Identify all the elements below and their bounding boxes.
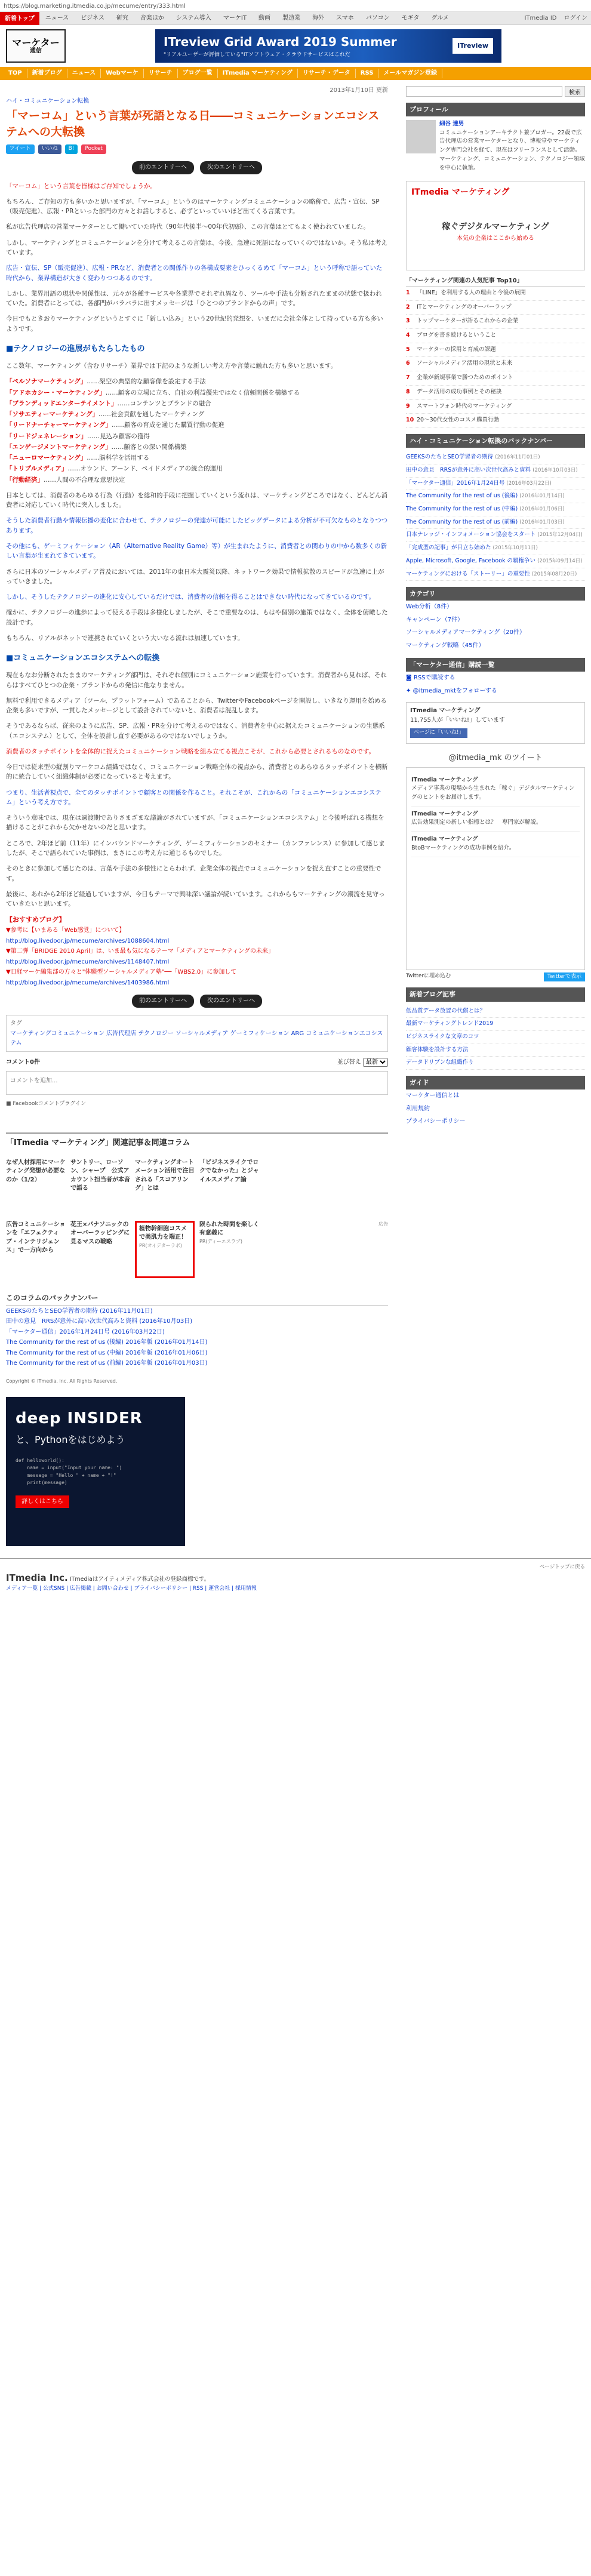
twitter-footer: [406, 972, 585, 982]
category-link[interactable]: マーケティング戦略（45件）: [406, 642, 485, 649]
rank-title: ITとマーケティングのオーバーラップ: [417, 303, 512, 310]
backnumber-link[interactable]: 「マーケター通信」2016年1月24日号 (2016年03月22日): [6, 1328, 165, 1335]
term: 「ペルソナマーケティング」: [6, 378, 87, 386]
backnumber-link[interactable]: The Community for the rest of us (中編) 2016年版 (2016年01月06日): [6, 1349, 208, 1356]
category-navigation: [0, 67, 591, 80]
item-title: The Community for the rest of us (中編): [406, 505, 518, 512]
ad-head: ITmedia マーケティング: [411, 187, 510, 198]
profile-box: [406, 120, 585, 173]
card-title: 植物幹細胞コスメで美肌力を端正！: [139, 1225, 187, 1241]
site-header: [0, 25, 591, 67]
rank-title: 企業が新規事業で勝つためのポイント: [417, 374, 513, 381]
profile-name[interactable]: 細谷 達男: [439, 121, 464, 128]
related-card[interactable]: [6, 1159, 66, 1216]
ranking-list: [406, 287, 585, 428]
list-item: [6, 399, 388, 408]
ranking-item[interactable]: [406, 315, 585, 329]
list-item[interactable]: [406, 478, 585, 491]
copyright: Copyright © ITmedia, Inc. All Rights Reserved.: [6, 1378, 118, 1384]
backnumber-side-list: [406, 451, 585, 581]
site-footer: [0, 1558, 591, 1598]
item-title: GEEKSのたちとSEO学習者の期待: [406, 454, 494, 461]
backnumber-link[interactable]: GEEKSのたちとSEO学習者の期待 (2016年11月01日): [6, 1307, 153, 1315]
list-item[interactable]: [406, 490, 585, 503]
article-paragraph: 「マーコム」という言葉を皆様はご存知でしょうか。: [6, 182, 156, 190]
facebook-icon: ■: [6, 1100, 13, 1107]
list-item[interactable]: [406, 542, 585, 555]
item-date: (2015年10月11日): [492, 545, 538, 552]
article-title: 「マーコム」という言葉が死語となる日――コミュニケーションエコシステムへの大転換: [6, 109, 380, 139]
catnav-item[interactable]: ブログ一覧: [178, 69, 218, 78]
recommended-link[interactable]: http://blog.livedoor.jp/mecume/archives/1148407.html: [6, 958, 170, 965]
article-paragraph: そういう意味では、現在は過渡期でありさまざまな議論がされていますが、「コミュニケーションエコシステム」と今後呼ばれる構想を描けることがこれから欠かせないのだと思います。: [6, 814, 384, 832]
article-paragraph: ところで、2年ほど前（11年）にインバウンドマーケティング、ゲーミフィケーションのセミナー（カンファレンス）に参加して感じましたが、そこで語られていた事例は、まさにこの考え方に通じるものでした。: [6, 839, 385, 857]
fb-like-page-button[interactable]: ページに「いいね!」: [410, 728, 467, 738]
tweet-text: メディア事業の現場から生まれた「稼ぐ」デジタルマーケティングのヒントをお届けします。: [411, 785, 575, 801]
article-paragraph: 消費者のタッチポイントを全体的に捉えたコミュニケーション戦略を組み立てる視点こそが、これから必要とされるものなのです。: [6, 747, 375, 755]
article-paragraph: しかし、そうしたテクノロジーの進化に安心しているだけでは、消費者の信頼を得ることはできない時代になってきているのです。: [6, 593, 375, 601]
sidebar: [406, 86, 585, 1546]
profile-heading: プロフィール: [406, 103, 585, 116]
rank-number: 8: [406, 388, 410, 395]
comment-sort: [337, 1058, 388, 1067]
catnav-item[interactable]: RSS: [356, 69, 379, 78]
term: 「トリプルメディア」: [6, 465, 68, 473]
entry-navigation-bottom: [6, 995, 388, 1008]
fb-likes: 11,755人が「いいね!」しています: [410, 716, 505, 724]
term: 「ブランディッドエンターテイメント」: [6, 399, 118, 407]
list-item[interactable]: データドリブンな組織作り: [406, 1057, 585, 1070]
list-item: [6, 475, 388, 485]
catnav-item[interactable]: TOP: [4, 69, 27, 78]
facebook-like-button[interactable]: いいね: [38, 144, 61, 154]
article-paragraph: そうであるならば、従来のように広告、SP、広報・PRを分けて考えるのではなく、消費者を中心に据えたコミュニケーションの生態系（エコシステム）として、全体を設計し直す必要があるのではないでしょうか。: [6, 722, 385, 740]
tweet-button[interactable]: ツイート: [6, 144, 35, 154]
rank-number: 10: [406, 417, 414, 424]
facebook-page-box: [406, 702, 585, 744]
term: 「リードナーチャーマーケティング」: [6, 421, 112, 429]
list-item[interactable]: [406, 464, 585, 478]
card-title: 「ビジネスライクでロクでなかった」とジャイルスメディア論: [199, 1159, 259, 1183]
topnav-item[interactable]: モギタ: [401, 14, 420, 21]
backnumber-list: [6, 1307, 388, 1368]
twitter-embed-link[interactable]: Twitterに埋め込む: [406, 972, 451, 979]
term-desc: ……コンテンツとブランドの融合: [117, 399, 211, 407]
item-title: マーケティングにおける「ストーリー」の重要性: [406, 570, 530, 577]
topnav-item[interactable]: スマホ: [335, 14, 354, 21]
list-item: [6, 453, 388, 463]
tag-heading: タグ: [10, 1020, 22, 1027]
item-date: (2016年10月03日): [532, 467, 578, 473]
card-title: なぜ人材採用にマーケティング発想が必要なのか（1/2）: [6, 1159, 66, 1183]
login-link[interactable]: ログイン: [564, 14, 587, 21]
twitter-view-button[interactable]: Twitterで表示: [544, 972, 585, 982]
url-bar[interactable]: https://blog.marketing.itmedia.co.jp/mecume/entry/333.html: [0, 0, 591, 12]
item-date: (2016年01月06日): [519, 506, 565, 512]
list-item[interactable]: 最新マーケティングトレンド2019: [406, 1018, 585, 1031]
article-paragraph: その他にも、ゲーミフィケーション（AR（Alternative Reality Game）等）が生まれたように、消費者との関わりの中から数多くの新しい言葉が生まれてきています。: [6, 543, 387, 560]
catnav-item[interactable]: ニュース: [67, 69, 101, 78]
rank-number: 2: [406, 303, 410, 310]
card-source: PR(ディーエスラブ): [199, 1238, 242, 1244]
tweet[interactable]: [411, 832, 580, 857]
twitter-timeline[interactable]: [406, 767, 585, 970]
new-posts-heading: 新着ブログ記事: [406, 987, 585, 1001]
topnav-item[interactable]: ビジネス: [81, 14, 104, 21]
logo-line1: マーケター: [12, 36, 60, 48]
topnav-item[interactable]: グルメ: [431, 14, 449, 21]
item-date: (2016年11月01日): [495, 454, 540, 461]
item-date: (2015年09月14日): [537, 558, 583, 564]
related-card[interactable]: [6, 1221, 66, 1278]
catnav-item[interactable]: メールマガジン登録: [378, 69, 442, 78]
ranking-item[interactable]: [406, 329, 585, 343]
article-paragraph: 広告・宣伝、SP（販売促進）、広報・PRなど、消費者との関係作りの各構成要素をひっくるめて「マーコム」という呼称で語っていた時代から、業界構造が大きく変わりつつあるのです。: [6, 264, 383, 282]
backnumber-side-heading: ハイ・コミュニケーション転換のバックナンバー: [406, 434, 585, 448]
article-paragraph: 日本としては、消費者のあらゆる行為（行動）を総和的手段に把握していくという流れは、マーケティングどころではなく、どんどん消費者に対応していく時代に突入しました。: [6, 491, 388, 509]
category-link[interactable]: ソーシャルメディアマーケティング（20件）: [406, 629, 526, 636]
hatena-bookmark-button[interactable]: B!: [65, 144, 78, 154]
card-title: 広告コミュニケーションを「エフェクティブ・インテリジェンス」で一方向から: [6, 1221, 66, 1254]
tweet-text: BtoBマーケティングの成功事例を紹介。: [411, 844, 515, 851]
page-top-link[interactable]: ページトップに戻る: [539, 1564, 585, 1570]
item-title: Apple, Microsoft, Google, Facebook の覇権争い: [406, 557, 536, 564]
tweet-author: ITmedia マーケティング: [411, 810, 478, 817]
ad-sub: 本気の企業はここから始める: [457, 235, 534, 242]
list-item[interactable]: [406, 555, 585, 568]
twitter-follow-link[interactable]: [406, 685, 585, 698]
rss-icon: ◙: [406, 675, 414, 682]
item-date: (2016年01月14日): [519, 493, 565, 500]
top-navigation: [0, 12, 591, 25]
catnav-item[interactable]: リサーチ: [144, 69, 178, 78]
card-title: サントリー、ローソン、シャープ 公式アカウント担当者が本音で語る: [70, 1159, 130, 1192]
ranking-item[interactable]: [406, 371, 585, 386]
article-paragraph: しかし、業界用語の現状や関係性は、元々が各種サービスや各業界でそれぞれ異なり、ツールや手法も分断されたままの状態で扱われていた。消費者にとっては、各部門がバラバラに出すメッセージは「ひとつのブランドからの声」です。: [6, 290, 382, 307]
topnav-item[interactable]: 研究: [116, 14, 128, 21]
term-desc: ……顧客との深い関係構築: [111, 443, 187, 451]
main-column: [6, 86, 388, 1546]
article-paragraph: もちろん、ご存知の方も多いかと思いますが、「マーコム」というのはマーケティングコミュニケーションの略称で、広告・宣伝、SP（販売促進）、広報・PRといった部門の方々とお話しすると、必ずといっていいほど出てくる言葉です。: [6, 198, 380, 216]
topnav-item[interactable]: 音楽ほか: [140, 14, 164, 21]
ad-subtitle: と、Pythonをはじめよう: [16, 1434, 125, 1446]
topnav-item[interactable]: 製造業: [282, 14, 300, 21]
list-item: [6, 388, 388, 398]
tweet-text: 広告効果測定の新しい指標とは？ 専門家が解説。: [411, 819, 542, 826]
next-entry-button[interactable]: 次のエントリーへ: [200, 161, 262, 174]
list-item[interactable]: [406, 568, 585, 581]
tag-list[interactable]: マーケティングコミュニケーション 広告代理店 テクノロジー ソーシャルメディア ゲーミフィケーション ARG コミュニケーションエコシステム: [10, 1030, 383, 1047]
site-search: [406, 86, 585, 97]
guide-heading: ガイド: [406, 1076, 585, 1090]
term-desc: ……オウンド、アーンド、ペイドメディアの統合的運用: [67, 465, 223, 473]
related-heading: 「ITmedia マーケティング」関連記事＆同連コラム: [6, 1132, 388, 1149]
article-paragraph: ここ数年、マーケティング（含むリサーチ）業界では下記のような新しい考え方や言葉に触れた方も多いと思います。: [6, 362, 337, 370]
related-card[interactable]: [70, 1159, 130, 1216]
related-ad-card[interactable]: [199, 1221, 259, 1278]
catnav-item[interactable]: リサーチ・データ: [298, 69, 356, 78]
term-desc: ……脳科学を活用する: [87, 454, 150, 462]
rank-number: 5: [406, 346, 410, 353]
backnumber-heading: このコラムのパックナンバー: [6, 1292, 388, 1306]
article-paragraph: つまり、生活者視点で、全てのタッチポイントで顧客との関係を作ること。それこそが、これからの「コミュニケーションエコシステム」という考え方です。: [6, 789, 381, 806]
list-item[interactable]: [406, 516, 585, 530]
guide-links: [406, 1090, 585, 1128]
item-date: (2016年01月03日): [519, 519, 565, 525]
search-input[interactable]: [406, 86, 562, 97]
term: 「エンゲージメントマーケティング」: [6, 443, 112, 451]
twitter-icon: ✦: [406, 687, 413, 694]
new-posts-list: [406, 1005, 585, 1070]
topnav-item[interactable]: 動画: [258, 14, 270, 21]
article-paragraph: 無料で利用できるメディア（ツール、プラットフォーム）であることから、TwitterやFacebookページを開設し、いきなり運用を始める企業も多いですが、一貫したメッセージとして設計されていないと、消費者は混乱します。: [6, 697, 387, 715]
related-card[interactable]: [199, 1159, 259, 1216]
section-heading: ■コミュニケーションエコシステムへの転換: [6, 654, 160, 663]
site-logo[interactable]: [6, 29, 66, 63]
topnav-item[interactable]: パソコン: [365, 14, 390, 21]
facebook-comment-plugin: [6, 1100, 388, 1109]
comment-count: コメント0件: [6, 1059, 40, 1066]
rank-title: トップマーケターが語るこれからの企業: [417, 318, 519, 325]
list-item: [6, 432, 388, 441]
section-heading: ■テクノロジーの進展がもたらしたもの: [6, 344, 145, 353]
ranking-item[interactable]: [406, 414, 585, 428]
ad-code: def helloworld(): name = input("Input your name: ") message = "Hello " + name + "!" print(message): [16, 1458, 122, 1486]
article-paragraph: 最後に、あれから2年ほど経過していますが、今日もテーマで興味深い議論が続いています。これからもマーケティングの潮流を見守っていきたいと思います。: [6, 890, 385, 908]
related-card-empty: [328, 1159, 388, 1216]
item-date: (2015年08月20日): [531, 571, 577, 577]
recommended-link[interactable]: http://blog.livedoor.jp/mecume/archives/1403986.html: [6, 979, 170, 986]
related-grid: [6, 1159, 388, 1278]
category-heading: カテゴリ: [406, 587, 585, 601]
category-link[interactable]: キャンペーン（7件）: [406, 616, 464, 623]
rank-number: 4: [406, 332, 410, 339]
sort-label: 並び替え: [337, 1059, 361, 1066]
recommended-blogs: [6, 915, 388, 987]
list-item[interactable]: [406, 529, 585, 542]
prev-entry-button[interactable]: 前のエントリーへ: [132, 995, 194, 1008]
rank-title: マーケターの採用と育成の課題: [417, 346, 496, 353]
rank-title: 「LINE」を利用する人の理由と今後の展開: [417, 289, 526, 296]
header-banner-ad[interactable]: [155, 29, 501, 63]
list-item[interactable]: 顧客体験を設計する方法: [406, 1044, 585, 1057]
term: 「リードジェネレーション」: [6, 432, 87, 440]
subscribe-heading: 「マーケター通信」購読一覧: [406, 658, 585, 672]
article-paragraph: さらに日本のソーシャルメディア普及においては、2011年の東日本大震災以降、ネットワーク効果で情報拡散のスピードが急速に上がっていきました。: [6, 568, 384, 585]
article-paragraph: 私が広告代理店の営業マーケターとして働いていた時代（90年代後半〜00年代初頭）、この言葉はとてもよく使われていました。: [6, 223, 370, 231]
list-item[interactable]: [406, 503, 585, 516]
related-card-empty: [264, 1159, 324, 1216]
twitter-heading: @itmedia_mk のツイート: [448, 753, 543, 763]
article-paragraph: 今日でもときおりマーケティングというとすぐに「新しい込み」という20世紀的発想を、いまだに会社全体として持っている方も多いようです。: [6, 315, 383, 333]
pocket-button[interactable]: Pocket: [81, 144, 106, 154]
article-paragraph: 今日では従来型の縦割りマーケコム組織ではなく、コミュニケーション戦略全体の視点から、消費者とのあらゆるタッチポイントを横断的に統合していく組織体制が必要になっていると考えます。: [6, 764, 388, 781]
related-card-empty: [264, 1221, 324, 1278]
backnumber-link[interactable]: The Community for the rest of us (前編) 2016年版 (2016年01月03日): [6, 1360, 208, 1367]
article-paragraph: そのときに参加して感じたのは、言葉や手法の多様性にとらわれず、企業全体の視点でコミュニケーションを捉え直すことの重要性です。: [6, 865, 381, 882]
ranking-item[interactable]: [406, 287, 585, 301]
banner-badge: ITreview: [453, 38, 493, 53]
sort-select[interactable]: [363, 1058, 388, 1067]
item-title: The Community for the rest of us (前編): [406, 518, 518, 525]
avatar: [406, 120, 436, 153]
itmedia-marketing-ad[interactable]: [406, 181, 585, 270]
tweet[interactable]: [411, 773, 580, 807]
banner-title: ITreview Grid Award 2019 Summer: [164, 34, 397, 49]
related-card[interactable]: [70, 1221, 130, 1278]
ranking-heading: 「マーケティング関連の人気記事 Top10」: [406, 276, 585, 287]
list-item: [6, 442, 388, 452]
deep-insider-ad[interactable]: [6, 1397, 185, 1546]
list-item[interactable]: 低品質データ放置の代償とは？: [406, 1005, 585, 1018]
ad-note: 広告: [378, 1221, 388, 1227]
list-item[interactable]: [406, 451, 585, 464]
recommended-heading: 【おすすめブログ】: [6, 916, 66, 924]
card-source: PR(オイデターラボ): [139, 1242, 182, 1248]
rank-title: 20〜30代女性のコスメ購買行動: [417, 417, 500, 424]
plugin-label: Facebookコメントプラグイン: [13, 1100, 86, 1107]
topnav-home[interactable]: 新着トップ: [0, 12, 39, 25]
related-card-empty: [328, 1221, 388, 1278]
guide-link[interactable]: マーケター通信とは: [406, 1092, 460, 1100]
guide-link[interactable]: 利用規約: [406, 1105, 430, 1112]
ranking-item[interactable]: [406, 301, 585, 315]
tag-box: [6, 1015, 388, 1052]
next-entry-button[interactable]: 次のエントリーへ: [200, 995, 262, 1008]
ranking-item[interactable]: [406, 343, 585, 358]
recommended-link[interactable]: http://blog.livedoor.jp/mecume/archives/1088604.html: [6, 937, 170, 944]
logo-line2: 通信: [29, 48, 42, 55]
article-paragraph: 現在もなお分断されたままのマーケティング部門は、それぞれ個別にコミュニケーション施策を行っています。消費者から見れば、それらはすべてひとつの企業・ブランドからの発信に他なりません。: [6, 672, 387, 689]
rank-title: スマートフォン時代のマーケティング: [417, 402, 512, 410]
comment-header: [6, 1058, 388, 1067]
rank-title: ブログを書き続けるということ: [417, 332, 497, 339]
breadcrumb[interactable]: ハイ・コミュニケーション転換: [6, 97, 90, 104]
list-item: [6, 464, 388, 473]
profile-text: コミュニケーションアーキテクト兼ブロガー。22歳で広告代理店の営業マーケターとなり、博報堂やマーケティング専門会社を経て、現在はフリーランスとして活動。マーケティング、コミュニケーション、テクノロジー領域を中心に執筆。: [439, 129, 585, 171]
item-date: (2015年12月04日): [537, 532, 583, 538]
recommended-title: ▼日経マーケ編集部の方々と"体験型ソーシャルメディア塾"──「WBS2.0」に参加して: [6, 969, 237, 976]
twitter-label: @itmedia_mktをフォローする: [413, 687, 497, 694]
backnumber-link[interactable]: The Community for the rest of us (後編) 2016年版 (2016年01月14日): [6, 1339, 208, 1346]
article-body: [6, 181, 388, 988]
term-desc: ……顧客の立場に立ち、自社の利益優先ではなく信頼関係を構築する: [105, 389, 300, 396]
prev-entry-button[interactable]: 前のエントリーへ: [132, 161, 194, 174]
ad-logo: deep INSIDER: [16, 1409, 143, 1427]
related-ad-card[interactable]: [135, 1221, 195, 1278]
rank-number: 6: [406, 360, 410, 367]
ranking: [406, 276, 585, 428]
item-title: 日本ナレッジ・インフォメーション協会をスタート: [406, 531, 536, 538]
rank-number: 1: [406, 289, 410, 296]
term: 「行動経済」: [6, 476, 44, 484]
term-list: [6, 377, 388, 485]
topnav-item[interactable]: ニュース: [45, 14, 69, 21]
item-title: 「マーケター通信」2016年1月24日号: [406, 479, 505, 487]
term: 「ソサエティーマーケティング」: [6, 411, 98, 418]
topnav-item[interactable]: 海外: [312, 14, 324, 21]
item-title: The Community for the rest of us (後編): [406, 493, 518, 500]
item-title: 「完成型の記事」が目立ち始めた: [406, 544, 491, 552]
category-list: [406, 601, 585, 652]
article-paragraph: しかし、マーケティングとコミュニケーションを分けて考えるこの言葉は、今後、急速に死語になっていくのではないか。そう私は考えています。: [6, 239, 387, 257]
comment-input[interactable]: [6, 1071, 388, 1095]
ad-body: 稼ぐデジタルマーケティング: [442, 222, 549, 232]
footer-company-logo[interactable]: ITmedia Inc.: [6, 1572, 68, 1584]
rank-number: 9: [406, 402, 410, 410]
tweet-author: ITmedia マーケティング: [411, 836, 478, 843]
rank-title: データ活用の成功事例とその秘訣: [417, 388, 502, 395]
article-paragraph: 確かに、テクノロジーの進歩によって使える手段は多様化しましたが、そこで重要なのは、もはや個別の施策ではなく、全体を俯瞰した設計です。: [6, 609, 388, 626]
term-desc: ……見込み顧客の獲得: [87, 432, 150, 440]
entry-navigation-top: [6, 161, 388, 174]
ad-cta-button[interactable]: 詳しくはこちら: [16, 1495, 69, 1509]
category-link[interactable]: Web分析（8件）: [406, 604, 453, 611]
tweet-author: ITmedia マーケティング: [411, 776, 478, 783]
banner-subtitle: "リアルユーザーが評価している"ITソフトウェア・クラウドサービスはこれだ: [164, 51, 350, 58]
term-desc: ……人間の不合理な意思決定: [44, 476, 125, 484]
share-bar: [6, 144, 388, 154]
rank-title: ソーシャルメディア活用の現状と未来: [417, 360, 513, 367]
related-card[interactable]: [135, 1159, 195, 1216]
guide-link[interactable]: プライバシーポリシー: [406, 1118, 466, 1125]
recommended-title: ▼第二弾「BRIDGE 2010 April」は、いま最も気になるテーマ「メディアとマーケティングの未来」: [6, 948, 274, 955]
catnav-item[interactable]: 新着ブログ: [27, 69, 67, 78]
topnav-item[interactable]: システム導入: [176, 14, 211, 21]
term-desc: ……顧客の育成を通じた購買行動の促進: [111, 421, 224, 429]
card-title: マーケティングオートメーション活用で注目される「スコアリング」とは: [135, 1159, 195, 1192]
rss-link[interactable]: [406, 672, 585, 685]
catnav-item[interactable]: Webマーケ: [101, 69, 144, 78]
ranking-item[interactable]: [406, 400, 585, 414]
list-item: [6, 410, 388, 419]
ranking-item[interactable]: [406, 386, 585, 400]
list-item: [6, 377, 388, 386]
rank-number: 3: [406, 318, 410, 325]
tweet[interactable]: [411, 807, 580, 832]
footer-desc: ITmediaはアイティメディア株式会社の登録商標です。: [69, 1576, 210, 1583]
ranking-item[interactable]: [406, 357, 585, 371]
item-date: (2016年03月22日): [506, 480, 552, 487]
card-title: 花王×パナソニックのオーバーラッピングに見るマスの戦略: [70, 1221, 130, 1245]
backnumber-link[interactable]: 田中の意見 RRSが意外に高い次世代高みと資料 (2016年10月03日): [6, 1318, 193, 1325]
term-desc: ……社会貢献を通したマーケティング: [98, 411, 205, 418]
article-paragraph: そうした消費者行動や情報伝播の変化に合わせて、テクノロジーの発達が可能にしたビッグデータによる分析が不可欠なものとなりつつあります。: [6, 517, 388, 534]
term: 「ニューロマーケティング」: [6, 454, 87, 462]
term: 「アドホカシー・マーケティング」: [6, 389, 106, 396]
recommended-title: ▼参考に【いまある「Web感覚」について】: [6, 927, 125, 934]
rank-number: 7: [406, 374, 410, 381]
list-item: [6, 420, 388, 430]
itmedia-id-link[interactable]: ITmedia ID: [524, 14, 557, 21]
catnav-item[interactable]: ITmedia マーケティング: [218, 69, 298, 78]
list-item[interactable]: ビジネスライクな文章のコツ: [406, 1031, 585, 1044]
topnav-item[interactable]: マーケIT: [223, 14, 247, 21]
term-desc: ……架空の典型的な顧客像を設定する手法: [87, 378, 206, 386]
article-date: 2013年1月10日 更新: [330, 87, 388, 94]
footer-links[interactable]: メディア一覧 | 公式SNS | 広告掲載 | お問い合わせ | プライバシーポリシー | RSS | 運営会社 | 採用情報: [6, 1586, 257, 1592]
card-title: 限られた時間を楽しく有意義に: [199, 1221, 259, 1237]
article-paragraph: もちろん、リアルがネットで連携されていくという大いなる流れは加速しています。: [6, 634, 244, 642]
fb-page-name[interactable]: ITmedia マーケティング: [410, 707, 481, 715]
subscribe-links: [406, 672, 585, 697]
search-button[interactable]: 検索: [565, 86, 585, 97]
item-title: 田中の意見 RRSが意外に高い次世代高みと資料: [406, 466, 531, 473]
rss-label: RSSで購読する: [413, 675, 455, 682]
